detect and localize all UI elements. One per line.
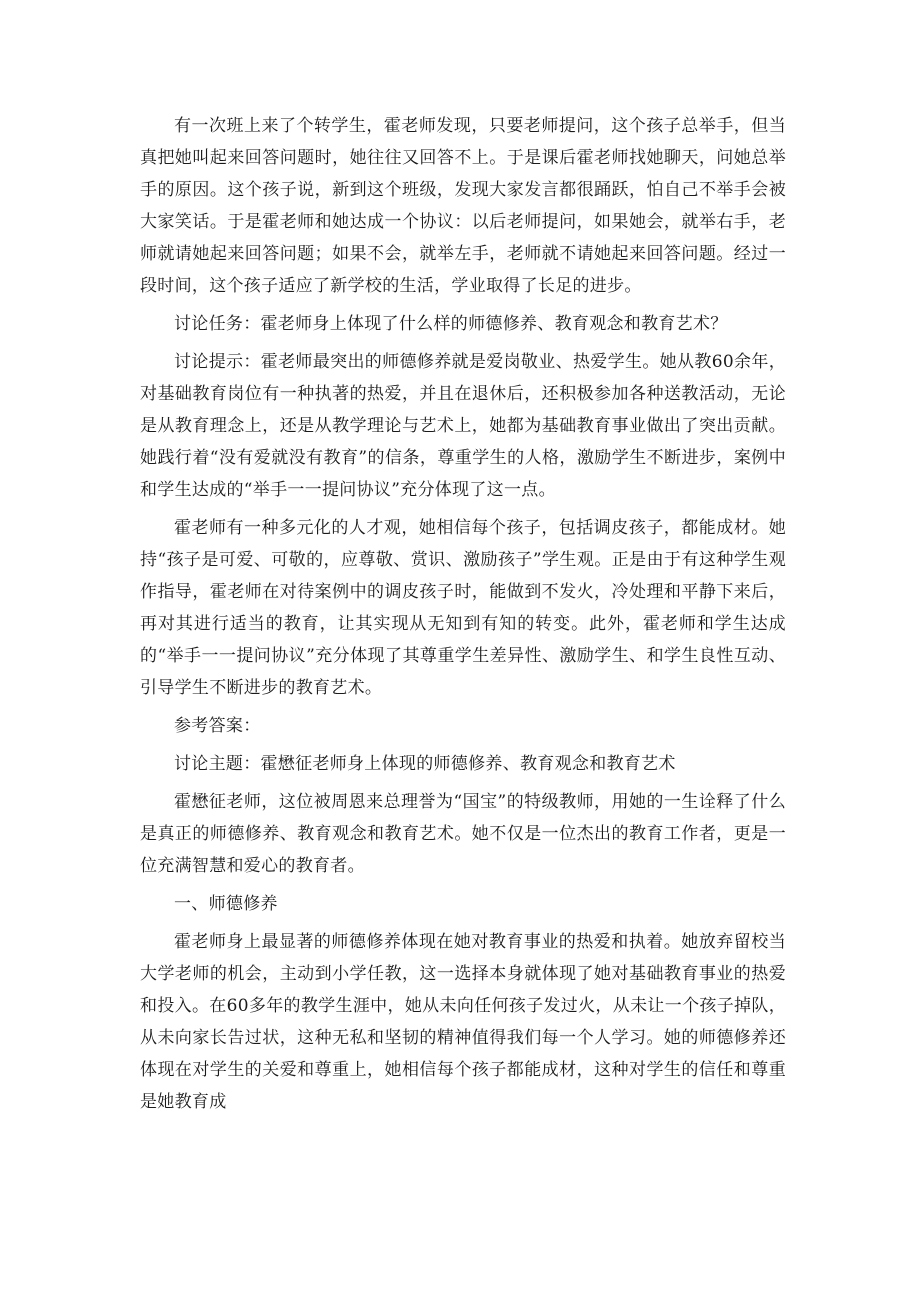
paragraph-talent-view: 霍老师有一种多元化的人才观，她相信每个孩子，包括调皮孩子，都能成材。她持“孩子是可爱、可敬的，应尊敬、赏识、激励孩子”学生观。正是由于有这种学生观作指导，霍老师在对待案例中的调皮孩子时，能做到不发火，冷处理和平静下来后，再对其进行适当的教育，让其实现从无知到有知的转变。此外，霍老师和学生达成的“举手一一提问协议”充分体现了其尊重学生差异性、激励学生、和学生良性互动、引导学生不断进步的教育艺术。 xyxy=(140,518,786,698)
paragraph-case-story: 有一次班上来了个转学生，霍老师发现，只要老师提问，这个孩子总举手，但当真把她叫起来回答问题时，她往往又回答不上。于是课后霍老师找她聊天，问她总举手的原因。这个孩子说，新到这个班级，发现大家发言都很踊跃，怕自己不举手会被大家笑话。于是霍老师和她达成一个协议：以后老师提问，如果她会，就举右手，老师就请她起来回答问题；如果不会，就举左手，老师就不请她起来回答问题。经过一段时间，这个孩子适应了新学校的生活，学业取得了长足的进步。 xyxy=(140,116,786,296)
paragraph-ethics-body: 霍老师身上最显著的师德修养体现在她对教育事业的热爱和执着。她放弃留校当大学老师的机会，主动到小学任教，这一选择本身就体现了她对基础教育事业的热爱和投入。在60多年的教学生涯中，她从未向任何孩子发过火，从未让一个孩子掉队，从未向家长告过状，这种无私和坚韧的精神值得我们每一个人学习。她的师德修养还体现在对学生的关爱和尊重上，她相信每个孩子都能成材，这种对学生的信任和尊重是她教育成 xyxy=(140,932,786,1112)
paragraph-introduction: 霍懋征老师，这位被周恩来总理誉为“国宝”的特级教师，用她的一生诠释了什么是真正的师德修养、教育观念和教育艺术。她不仅是一位杰出的教育工作者，更是一位充满智慧和爱心的教育者。 xyxy=(140,792,786,876)
paragraph-discussion-hint: 讨论提示：霍老师最突出的师德修养就是爱岗敬业、热爱学生。她从教60余年，对基础教育岗位有一种执著的热爱，并且在退休后，还积极参加各种送教活动，无论是从教育理念上，还是从教学理论与艺术上，她都为基础教育事业做出了突出贡献。她践行着“没有爱就没有教育”的信条，尊重学生的人格，激励学生不断进步，案例中和学生达成的“举手一一提问协议”充分体现了这一点。 xyxy=(140,352,786,500)
paragraph-reference-answer-label: 参考答案： xyxy=(174,716,261,736)
document-body xyxy=(140,110,786,1124)
paragraph-discussion-task: 讨论任务：霍老师身上体现了什么样的师德修养、教育观念和教育艺术？ xyxy=(174,314,728,334)
paragraph-discussion-theme: 讨论主题：霍懋征老师身上体现的师德修养、教育观念和教育艺术 xyxy=(174,754,676,774)
section-heading-ethics: 一、师德修养 xyxy=(174,894,278,914)
